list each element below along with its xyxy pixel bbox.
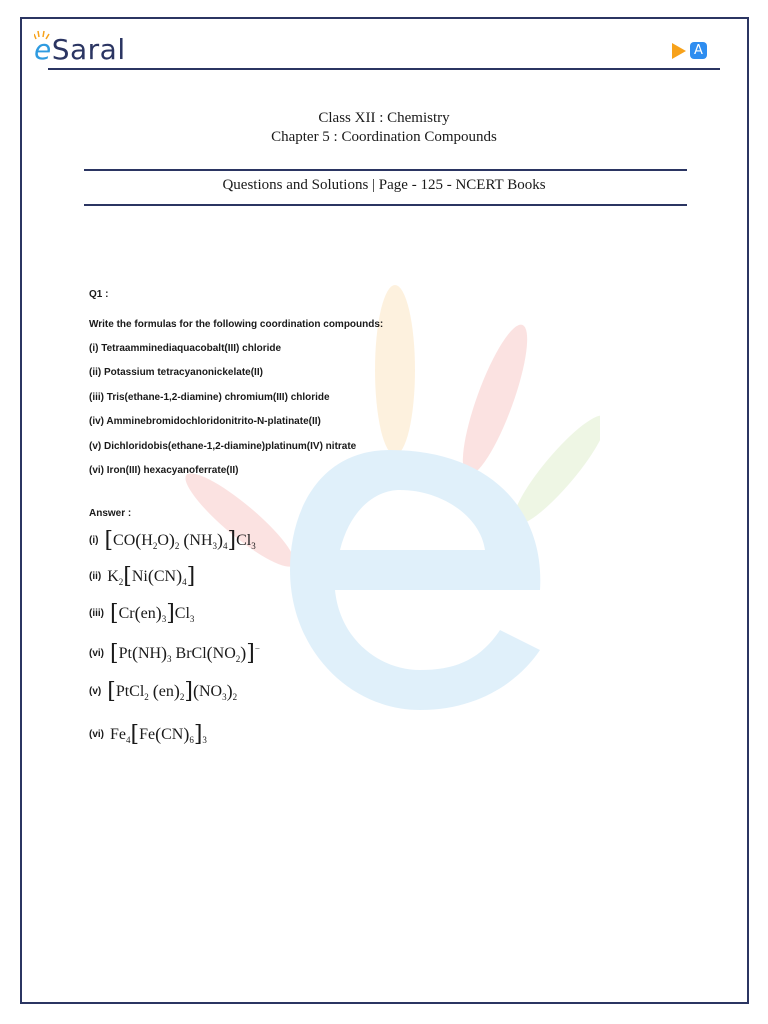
question-item: (i) Tetraamminediaquacobalt(III) chloride xyxy=(89,343,282,354)
band-title: Questions and Solutions | Page - 125 - NCERT Books xyxy=(222,177,546,193)
answer-row xyxy=(89,641,260,666)
class-title: Class XII : Chemistry xyxy=(318,110,450,126)
answer-row xyxy=(89,601,194,626)
question-item: (v) Dichloridobis(ethane-1,2-diamine)platinum(IV) nitrate xyxy=(89,441,357,452)
app-store-icon[interactable]: A xyxy=(690,42,707,59)
store-icons xyxy=(672,42,707,59)
answer-number: (vi) xyxy=(89,729,104,740)
formula: $[Cr(en)_3]Cl_3$ xyxy=(110,601,195,626)
question-item: (iv) Amminebromidochloridonitrito-N-platinate(II) xyxy=(89,416,321,427)
formula: [PtCl$_2$ $(en)_2](NO_3)_2$ xyxy=(107,679,238,704)
formula: [$CO(H_2O)_2$ $(NH_3)_4]Cl_3$ xyxy=(104,528,256,553)
answer-number: (ii) xyxy=(89,571,102,582)
formula: $K_2[Ni(CN)_4]$ xyxy=(107,564,196,589)
answer-number: (v) xyxy=(89,686,102,697)
formula: [$Pt(NH)_3$ $BrCl(NO_2)]^-$ xyxy=(110,641,260,666)
answer-row xyxy=(89,564,195,589)
question-label: Q1 : xyxy=(89,289,109,300)
chapter-title: Chapter 5 : Coordination Compounds xyxy=(271,129,497,145)
question-intro: Write the formulas for the following coordination compounds: xyxy=(89,319,384,330)
answer-label: Answer : xyxy=(89,508,132,519)
play-store-icon[interactable] xyxy=(672,43,686,59)
answer-number: (i) xyxy=(89,535,99,546)
answer-row xyxy=(89,528,256,553)
answer-number: (vi) xyxy=(89,648,104,659)
question-item: (ii) Potassium tetracyanonickelate(II) xyxy=(89,367,263,378)
esaral-logo[interactable]: eSaral xyxy=(34,33,126,66)
answer-number: (iii) xyxy=(89,608,104,619)
question-item: (iii) Tris(ethane-1,2-diamine) chromium(III) chloride xyxy=(89,392,330,403)
header-rule xyxy=(48,68,720,70)
answer-row xyxy=(89,679,237,704)
formula: $Fe_4[Fe(CN)_6]_3$ xyxy=(110,722,207,747)
question-item: (vi) Iron(III) hexacyanoferrate(II) xyxy=(89,465,239,476)
answer-row xyxy=(89,722,207,747)
